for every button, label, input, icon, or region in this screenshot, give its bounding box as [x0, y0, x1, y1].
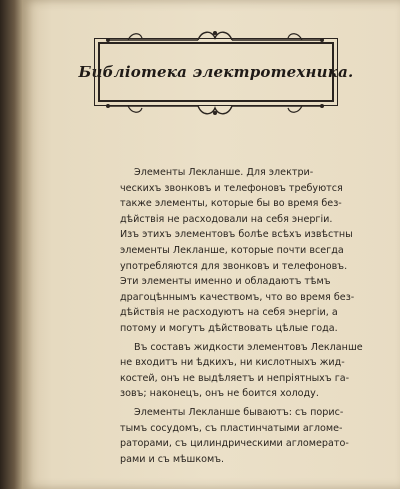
text-line: ческихъ звонковъ и телефоновъ требуются [120, 182, 343, 194]
header-box [78, 42, 354, 102]
text-line: Элементы Лекланше. Для электри- [134, 167, 314, 178]
text-line: дѣйствія не расходовали на себя энергіи. [120, 213, 333, 225]
text-line: элементы Лекланше, которые почти всегда [120, 244, 344, 256]
text-line: Изъ этихъ элементовъ болѣе всѣхъ извѣстны [120, 229, 353, 241]
text-line: потому и могутъ дѣйствовать цѣлые года. [120, 322, 338, 334]
text-line: драгоцѣннымъ качествомъ, что во время без- [120, 291, 355, 303]
header-ornament-frame [78, 28, 354, 112]
text-line: тымъ сосудомъ, съ пластинчатыми агломе- [120, 422, 343, 434]
text-line: также элементы, которые бы во время без- [120, 198, 342, 210]
text-line: костей, онъ не выдѣляетъ и непріятныхъ га- [120, 372, 350, 384]
bottom-flourish-ornament [88, 102, 342, 118]
text-line: раторами, съ цилиндрическими агломерато- [120, 438, 349, 450]
text-line: зовъ; наконецъ, онъ не боится холоду. [120, 388, 319, 400]
body-text [120, 165, 363, 467]
text-line: Въ составъ жидкости элементовъ Лекланше [134, 341, 363, 353]
text-line: рами и съ мѣшкомъ. [120, 453, 225, 465]
text-line: Эти элементы именно и обладаютъ тѣмъ [120, 276, 331, 288]
text-line: Элементы Лекланше бываютъ: съ порис- [134, 406, 344, 418]
text-line: употребляются для звонковъ и телефоновъ. [120, 260, 348, 272]
previous-page-edge [0, 0, 24, 489]
text-line: дѣйствія не расходуютъ на себя энергіи, а [120, 307, 338, 319]
page-title: Библіотека электротехника. [78, 63, 354, 81]
text-line: не входитъ ни ѣдкихъ, ни кислотныхъ жид- [120, 357, 345, 369]
